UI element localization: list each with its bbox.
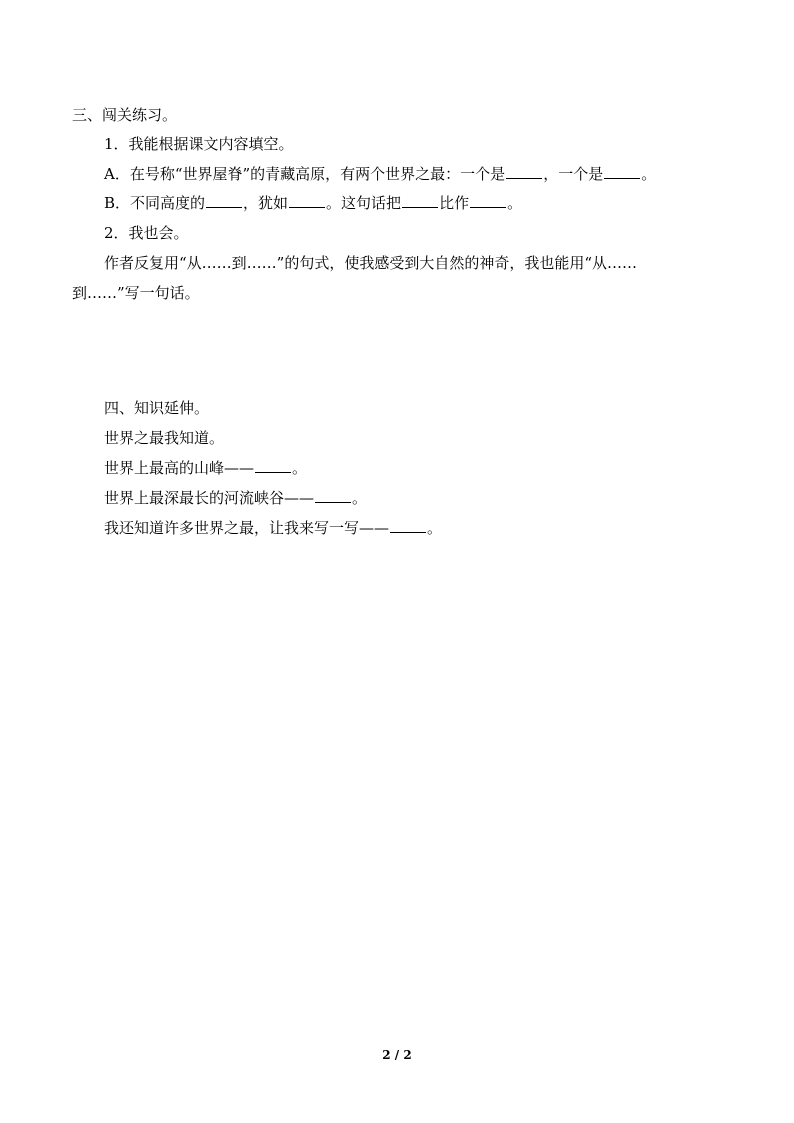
- item3-end: 。: [427, 519, 443, 537]
- question2-text-line1: 作者反复用“从……到……”的句式，使我感受到大自然的神奇，我也能用“从……: [104, 254, 638, 272]
- item-a-mid: ，一个是: [543, 165, 604, 183]
- question2-text-line2: 到……”写一句话。: [72, 284, 200, 302]
- section4-heading: 四、知识延伸。: [104, 399, 210, 417]
- fill-blank[interactable]: [206, 193, 242, 208]
- fill-blank[interactable]: [315, 488, 351, 503]
- item-b-end: 。: [507, 194, 523, 212]
- item1-end: 。: [292, 459, 308, 477]
- question2-label: 2．我也会。: [104, 224, 189, 242]
- fill-blank[interactable]: [289, 193, 325, 208]
- fill-blank[interactable]: [390, 518, 426, 533]
- fill-blank[interactable]: [470, 193, 506, 208]
- item2-end: 。: [352, 489, 368, 507]
- section4-item2: [104, 488, 367, 508]
- section4-item1: [104, 458, 307, 478]
- item-a-end: 。: [641, 165, 657, 183]
- page-number: 2 / 2: [382, 1048, 412, 1062]
- fill-blank[interactable]: [402, 193, 438, 208]
- item3-prefix: 我还知道许多世界之最，让我来写一写——: [104, 519, 390, 537]
- question1-item-a: [104, 164, 656, 184]
- fill-blank[interactable]: [604, 164, 640, 179]
- item2-prefix: 世界上最深最长的河流峡谷——: [104, 489, 315, 507]
- section3-heading: 三、闯关练习。: [72, 106, 178, 124]
- item-b-mid2: 。这句话把: [326, 194, 402, 212]
- fill-blank[interactable]: [255, 458, 291, 473]
- item-b-mid1: ，犹如: [243, 194, 289, 212]
- item-b-prefix: B．不同高度的: [104, 194, 206, 212]
- question1-item-b: [104, 193, 522, 213]
- question1-label: 1．我能根据课文内容填空。: [104, 135, 294, 153]
- fill-blank[interactable]: [506, 164, 542, 179]
- item1-prefix: 世界上最高的山峰——: [104, 459, 255, 477]
- item-b-mid3: 比作: [439, 194, 470, 212]
- section4-intro: 世界之最我知道。: [104, 429, 225, 447]
- section4-item3: [104, 518, 442, 538]
- item-a-prefix: A．在号称“世界屋脊”的青藏高原，有两个世界之最：一个是: [104, 165, 506, 183]
